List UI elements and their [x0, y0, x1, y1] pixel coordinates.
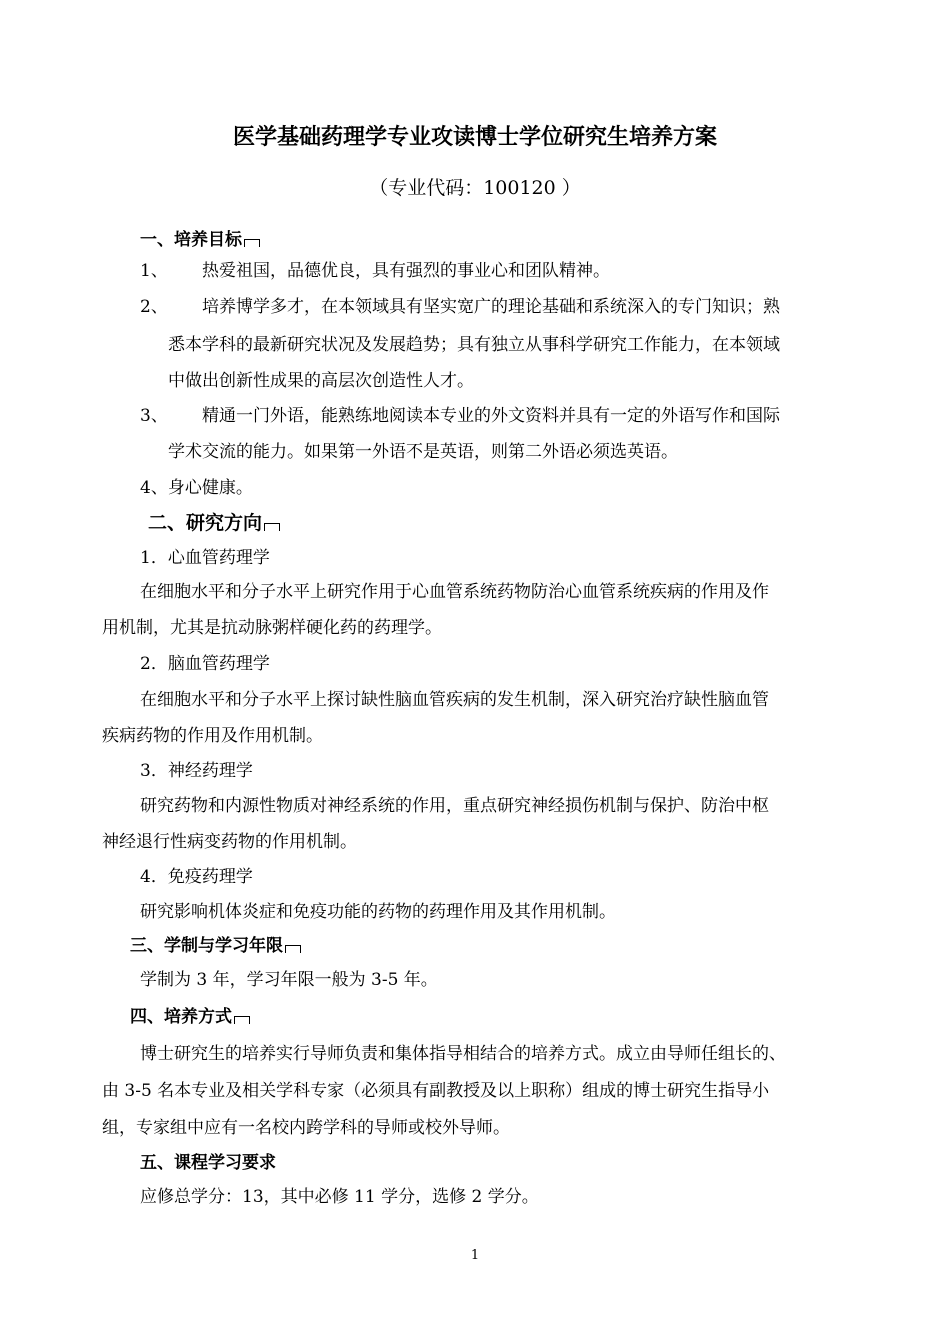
list-number: 2、 — [140, 297, 168, 317]
edit-mark-icon — [234, 1016, 250, 1024]
direction-title: 1．心血管药理学 — [140, 548, 270, 568]
paragraph-line: 在细胞水平和分子水平上研究作用于心血管系统药物防治心血管系统疾病的作用及作 — [140, 582, 769, 602]
section-heading-courses: 五、课程学习要求 — [140, 1153, 276, 1173]
paragraph-line: 神经退行性病变药物的作用机制。 — [102, 832, 357, 852]
page-number: 1 — [470, 1248, 480, 1263]
section-heading-directions: 二、研究方向 — [148, 512, 280, 534]
list-item-text: 中做出创新性成果的高层次创造性人才。 — [168, 371, 474, 391]
edit-mark-icon — [264, 523, 280, 531]
paragraph-line: 用机制，尤其是抗动脉粥样硬化药的药理学。 — [102, 618, 442, 638]
document-title: 医学基础药理学专业攻读博士学位研究生培养方案 — [232, 124, 717, 150]
list-item-text: 4、身心健康。 — [140, 478, 253, 498]
list-number: 3、 — [140, 406, 168, 426]
section-heading-duration: 三、学制与学习年限 — [130, 935, 301, 957]
direction-title: 3．神经药理学 — [140, 761, 253, 781]
paragraph-line: 组，专家组中应有一名校内跨学科的导师或校外导师。 — [102, 1118, 510, 1138]
paragraph-line: 疾病药物的作用及作用机制。 — [102, 726, 323, 746]
paragraph-line: 应修总学分：13，其中必修 11 学分，选修 2 学分。 — [140, 1187, 539, 1207]
list-number: 1、 — [140, 261, 168, 281]
paragraph-line: 研究药物和内源性物质对神经系统的作用，重点研究神经损伤机制与保护、防治中枢 — [140, 796, 769, 816]
paragraph-line: 在细胞水平和分子水平上探讨缺性脑血管疾病的发生机制，深入研究治疗缺性脑血管 — [140, 690, 769, 710]
edit-mark-icon — [244, 239, 260, 247]
list-item-text: 学术交流的能力。如果第一外语不是英语，则第二外语必须选英语。 — [168, 442, 678, 462]
major-code: （专业代码：100120 ） — [369, 177, 581, 199]
section-heading-goals: 一、培养目标 — [140, 229, 260, 251]
paragraph-line: 博士研究生的培养实行导师负责和集体指导相结合的培养方式。成立由导师任组长的、 — [140, 1044, 786, 1064]
list-item-text: 精通一门外语，能熟练地阅读本专业的外文资料并具有一定的外语写作和国际 — [202, 406, 780, 426]
paragraph-line: 学制为 3 年，学习年限一般为 3-5 年。 — [140, 970, 438, 990]
list-item-text: 悉本学科的最新研究状况及发展趋势；具有独立从事科学研究工作能力，在本领域 — [168, 335, 780, 355]
direction-title: 2．脑血管药理学 — [140, 654, 270, 674]
direction-title: 4．免疫药理学 — [140, 867, 253, 887]
list-item-text: 培养博学多才，在本领域具有坚实宽广的理论基础和系统深入的专门知识；熟 — [202, 297, 780, 317]
paragraph-line: 研究影响机体炎症和免疫功能的药物的药理作用及其作用机制。 — [140, 902, 616, 922]
list-item-text: 热爱祖国，品德优良，具有强烈的事业心和团队精神。 — [202, 261, 610, 281]
edit-mark-icon — [285, 945, 301, 953]
paragraph-line: 由 3-5 名本专业及相关学科专家（必须具有副教授及以上职称）组成的博士研究生指导小 — [102, 1081, 770, 1101]
section-heading-training-mode: 四、培养方式 — [130, 1006, 250, 1028]
